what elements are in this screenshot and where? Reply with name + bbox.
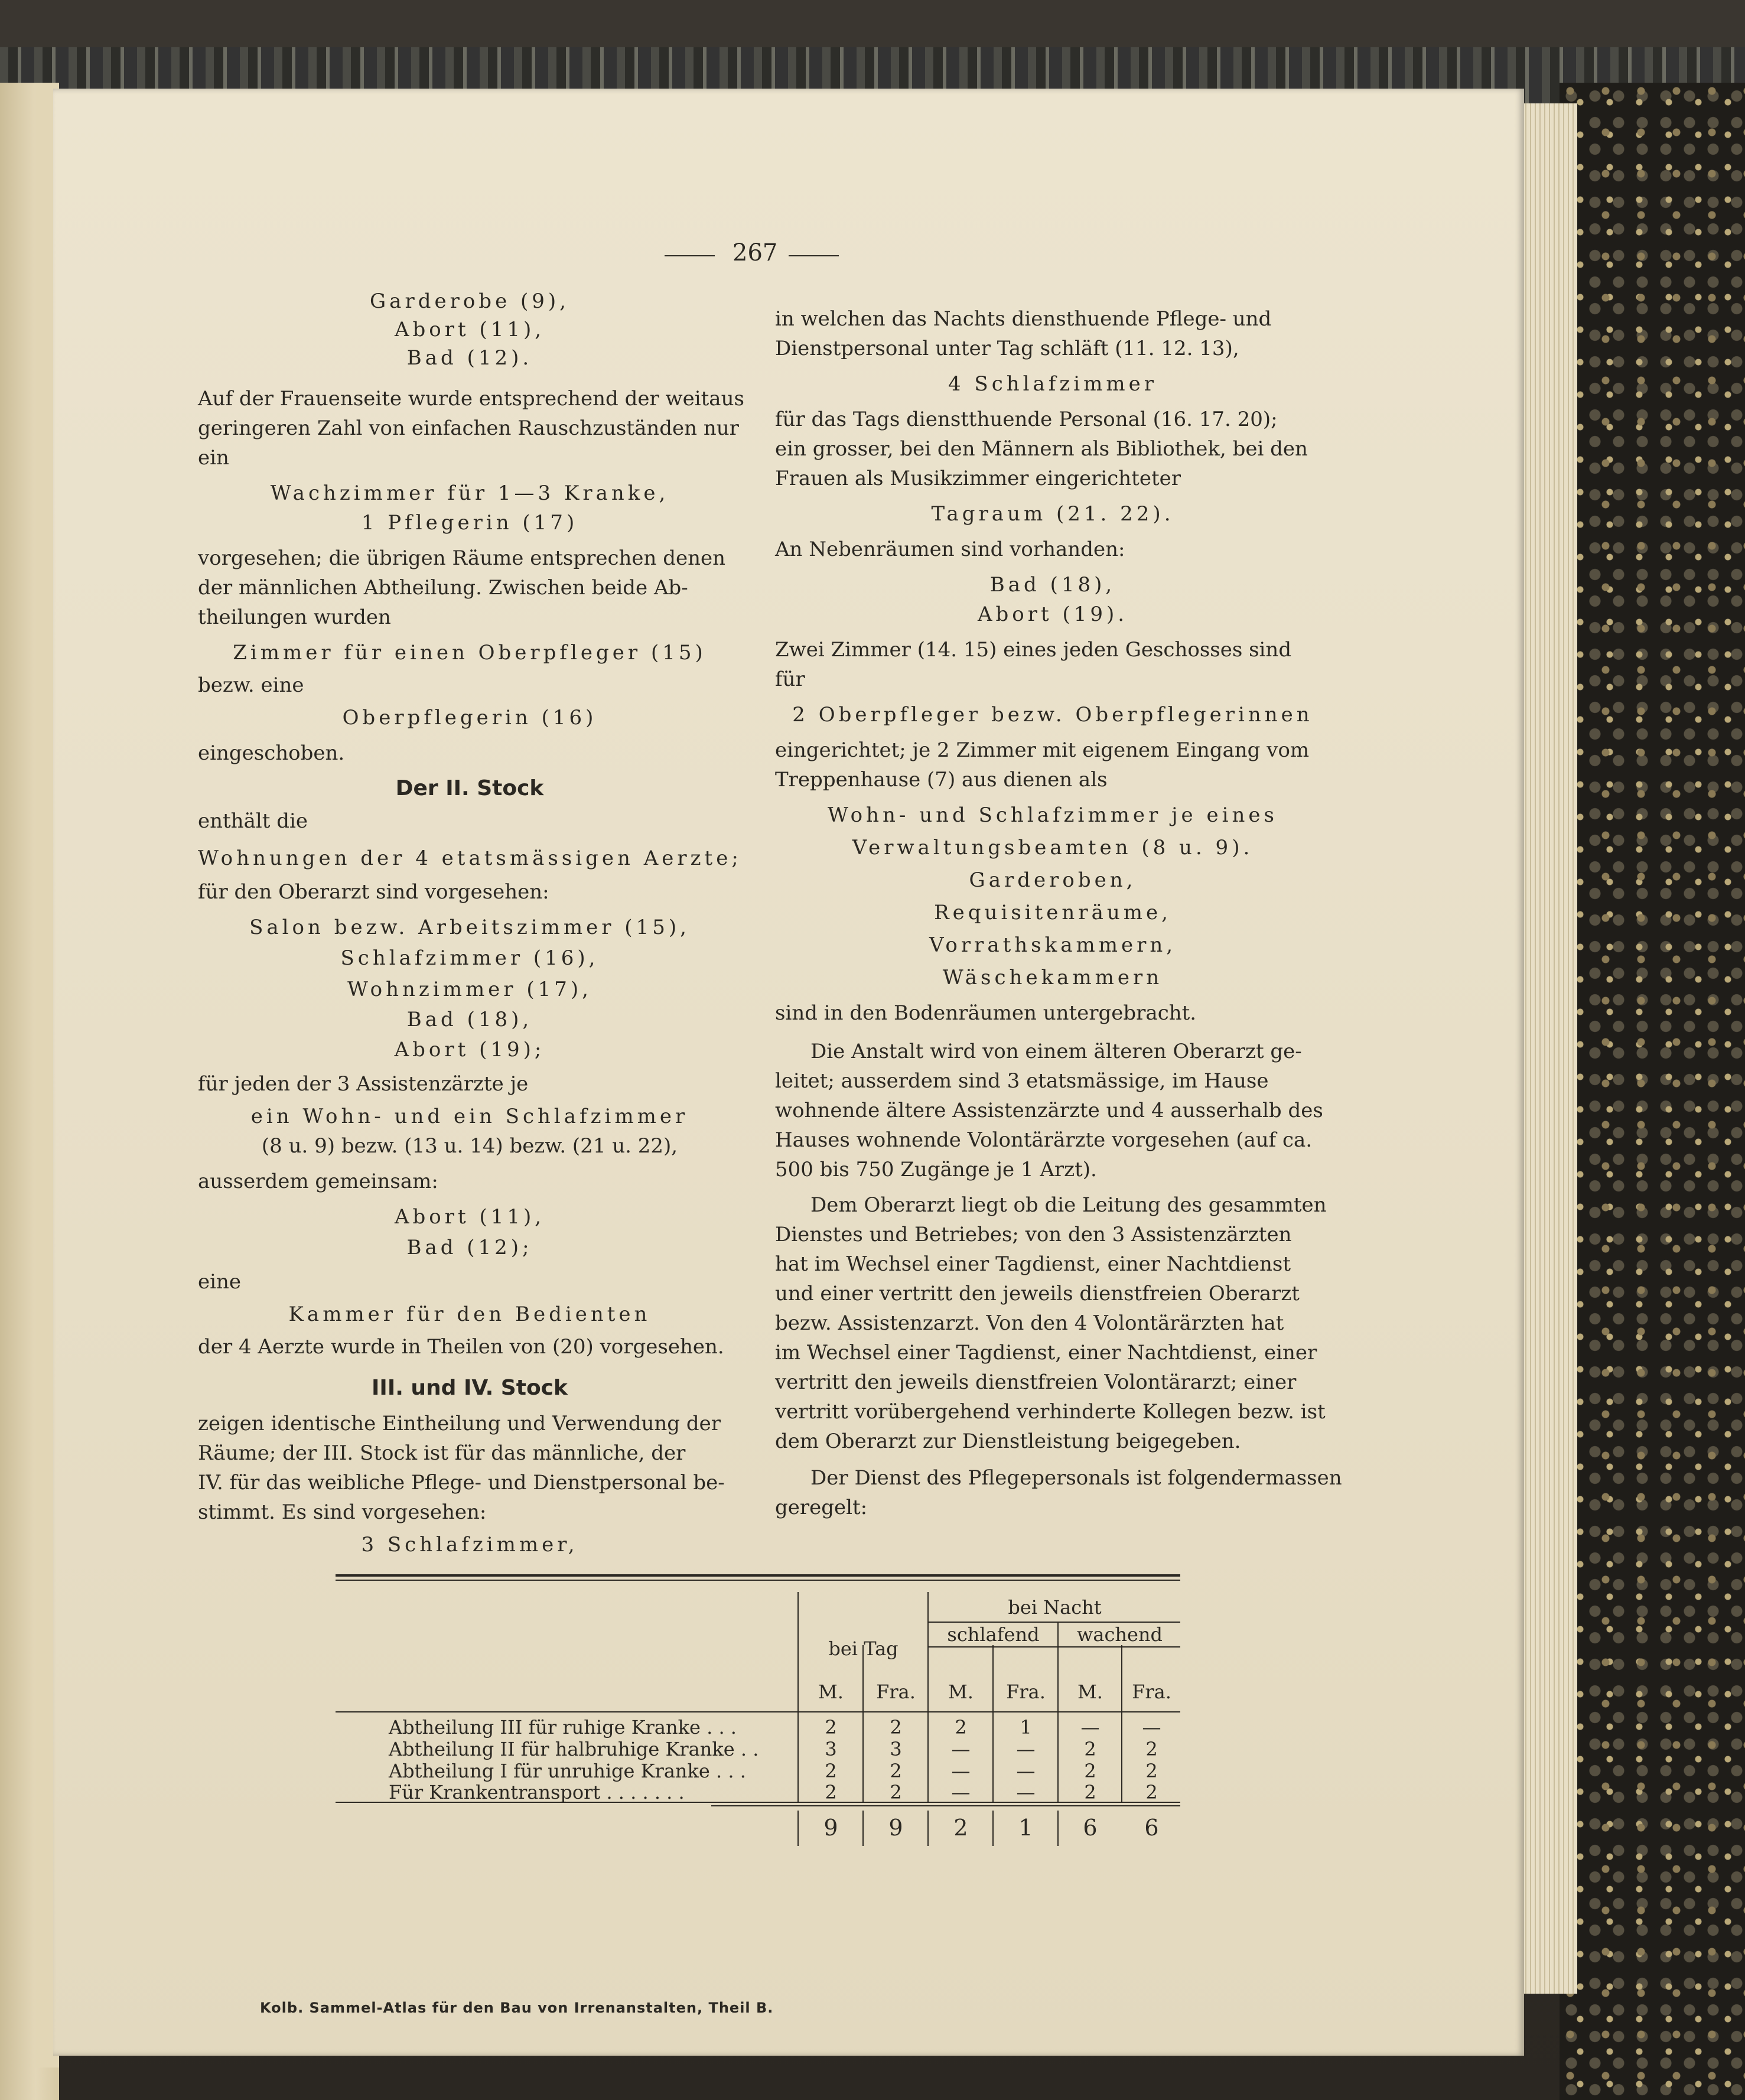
right-column-line: 500 bis 750 Zugänge je 1 Arzt).: [775, 1158, 1097, 1181]
right-column-line: Vorrathskammern,: [929, 933, 1177, 957]
right-column-line: vertritt vorübergehend verhinderte Kollegen bezw. ist: [775, 1400, 1326, 1424]
left-column-line: für den Oberarzt sind vorgesehen:: [198, 880, 549, 904]
table-total: 2: [953, 1815, 968, 1841]
marbled-cover: [1560, 83, 1745, 2100]
right-column-line: Dem Oberarzt liegt ob die Leitung des gesammten: [810, 1193, 1327, 1217]
v-div-6: [1121, 1645, 1122, 1802]
footer-citation: Kolb. Sammel-Atlas für den Bau von Irrenanstalten, Theil B.: [260, 2000, 774, 2016]
right-column-line: Der Dienst des Pflegepersonals ist folgendermassen: [810, 1466, 1342, 1490]
right-column-line: Requisitenräume,: [934, 901, 1171, 924]
right-column-line: Die Anstalt wird von einem älteren Oberarzt ge-: [810, 1040, 1302, 1063]
left-column-line: Salon bezw. Arbeitszimmer (15),: [249, 916, 690, 939]
v-tot-4: [992, 1811, 994, 1846]
left-column-line: für jeden der 3 Assistenzärzte je: [198, 1072, 529, 1096]
table-cell: 2: [825, 1716, 837, 1738]
right-column-line: Bad (18),: [989, 573, 1116, 597]
h-div-total: [711, 1805, 1180, 1806]
right-column-line: sind in den Bodenräumen untergebracht.: [775, 1001, 1197, 1025]
left-column-line: der 4 Aerzte wurde in Theilen von (20) vorgesehen.: [198, 1335, 724, 1359]
page-number: 267: [732, 239, 778, 266]
left-column-line: Kammer für den Bedienten: [288, 1303, 651, 1326]
table-total: 9: [888, 1815, 903, 1841]
right-column-line: bezw. Assistenzarzt. Von den 4 Volontärärzten hat: [775, 1311, 1284, 1335]
h-div-schlaf: [927, 1646, 1180, 1648]
staffing-table: [336, 1574, 1490, 1982]
h-div-nacht: [927, 1622, 1180, 1623]
right-column-line: hat im Wechsel einer Tagdienst, einer Nachtdienst: [775, 1252, 1291, 1276]
right-column-line: für: [775, 668, 805, 691]
left-column-line: Bad (12).: [406, 346, 533, 370]
right-column-line: Hauses wohnende Volontärärzte vorgesehen (auf ca.: [775, 1128, 1313, 1152]
v-tot-3: [927, 1811, 929, 1846]
v-div-4: [992, 1645, 994, 1802]
right-column-line: Dienstpersonal unter Tag schläft (11. 12. 13),: [775, 337, 1239, 360]
left-column-line: Abort (11),: [394, 1205, 545, 1229]
left-column-line: geringeren Zahl von einfachen Rauschzuständen nur: [198, 416, 739, 440]
table-cell: 2: [1084, 1781, 1096, 1803]
right-column-line: eingerichtet; je 2 Zimmer mit eigenem Eingang vom: [775, 738, 1310, 762]
left-column-line: Räume; der III. Stock ist für das männliche, der: [198, 1441, 686, 1465]
right-column-line: Dienstes und Betriebes; von den 3 Assistenzärzten: [775, 1223, 1292, 1246]
header-schlafend: schlafend: [947, 1623, 1040, 1646]
table-cell: —: [951, 1738, 971, 1760]
table-cell: 1: [1020, 1716, 1032, 1738]
table-cell: —: [1016, 1738, 1036, 1760]
v-tot-2: [862, 1811, 864, 1846]
table-total: 1: [1018, 1815, 1033, 1841]
right-column-line: Verwaltungsbeamten (8 u. 9).: [852, 836, 1254, 859]
right-column-line: wohnende ältere Assistenzärzte und 4 ausserhalb des: [775, 1099, 1323, 1122]
table-cell: 2: [890, 1716, 902, 1738]
header-bei-nacht: bei Nacht: [1008, 1596, 1102, 1619]
right-column-line: im Wechsel einer Tagdienst, einer Nachtdienst, einer: [775, 1341, 1317, 1365]
sub-header: Fra.: [876, 1681, 916, 1703]
right-column-line: Wohn- und Schlafzimmer je eines: [828, 803, 1278, 827]
left-column-line: ein Wohn- und ein Schlafzimmer: [250, 1105, 689, 1128]
left-column-line: vorgesehen; die übrigen Räume entsprechen denen: [198, 546, 726, 570]
v-div-3: [927, 1592, 929, 1802]
right-column-line: Treppenhause (7) aus dienen als: [775, 768, 1108, 792]
table-cell: 2: [825, 1781, 837, 1803]
table-cell: 2: [1145, 1760, 1158, 1782]
right-column-line: vertritt den jeweils dienstfreien Volontärarzt; einer: [775, 1370, 1297, 1394]
left-column-line: Wohnungen der 4 etatsmässigen Aerzte;: [198, 846, 742, 870]
table-cell: 2: [1145, 1781, 1158, 1803]
right-column-line: Abort (19).: [977, 603, 1128, 626]
right-column-line: An Nebenräumen sind vorhanden:: [775, 538, 1125, 561]
left-column-line: (8 u. 9) bezw. (13 u. 14) bezw. (21 u. 22),: [261, 1134, 678, 1158]
left-column-line: der männlichen Abtheilung. Zwischen beide Ab-: [198, 576, 688, 600]
header-wachend: wachend: [1076, 1623, 1163, 1646]
table-cell: —: [1016, 1760, 1036, 1782]
sub-header: M.: [948, 1681, 974, 1703]
table-row-label: Abtheilung I für unruhige Kranke . . .: [389, 1760, 746, 1782]
left-column-line: IV. für das weibliche Pflege- und Dienstpersonal be-: [198, 1471, 725, 1495]
left-column-line: III. und IV. Stock: [372, 1376, 568, 1400]
v-tot-1: [797, 1811, 799, 1846]
right-column-line: ein grosser, bei den Männern als Bibliothek, bei den: [775, 437, 1308, 461]
table-cell: 2: [1084, 1738, 1096, 1760]
table-cell: 2: [890, 1781, 902, 1803]
table-cell: 2: [825, 1760, 837, 1782]
right-column-line: 2 Oberpfleger bezw. Oberpflegerinnen: [792, 703, 1313, 727]
right-column-line: in welchen das Nachts diensthuende Pflege- und: [775, 307, 1272, 331]
left-column-line: Zimmer für einen Oberpfleger (15): [233, 641, 707, 665]
left-column-line: theilungen wurden: [198, 605, 391, 629]
left-column-line: Garderobe (9),: [370, 289, 569, 313]
table-cell: —: [1080, 1716, 1100, 1738]
sub-header: M.: [818, 1681, 844, 1703]
left-column-line: Bad (12);: [406, 1236, 533, 1259]
table-cell: —: [951, 1760, 971, 1782]
v-div-2: [862, 1645, 864, 1802]
table-top-rule-2: [336, 1580, 1180, 1581]
left-column-line: 1 Pflegerin (17): [361, 511, 578, 535]
table-cell: 3: [825, 1738, 837, 1760]
left-column-line: Oberpflegerin (16): [342, 706, 597, 730]
table-cell: —: [1016, 1781, 1036, 1803]
table-row-label: Abtheilung II für halbruhige Kranke . .: [389, 1738, 759, 1760]
right-column-line: Garderoben,: [969, 868, 1137, 892]
table-cell: 2: [1084, 1760, 1096, 1782]
table-total: 9: [823, 1815, 838, 1841]
right-column-line: Tagraum (21. 22).: [931, 502, 1174, 526]
right-column-line: Zwei Zimmer (14. 15) eines jeden Geschosses sind: [775, 638, 1292, 662]
left-column-line: Wohnzimmer (17),: [347, 978, 592, 1001]
left-column-line: Auf der Frauenseite wurde entsprechend der weitaus: [198, 387, 744, 411]
table-cell: 3: [890, 1738, 902, 1760]
left-column-line: Abort (11),: [394, 318, 545, 341]
left-column-line: Bad (18),: [406, 1008, 533, 1031]
v-div-1: [797, 1592, 799, 1802]
right-column-line: leitet; ausserdem sind 3 etatsmässige, im Hause: [775, 1069, 1269, 1093]
left-column-line: enthält die: [198, 809, 308, 833]
right-column-line: Frauen als Musikzimmer eingerichteter: [775, 467, 1181, 490]
left-column-line: eingeschoben.: [198, 741, 345, 765]
right-column-line: 4 Schlafzimmer: [948, 372, 1158, 396]
book-page: [53, 89, 1524, 2056]
header-bei-tag: bei Tag: [828, 1637, 898, 1660]
table-row-label: Für Krankentransport . . . . . . .: [389, 1781, 685, 1803]
table-top-rule: [336, 1574, 1180, 1577]
left-column-line: Schlafzimmer (16),: [340, 946, 599, 970]
table-cell: —: [951, 1781, 971, 1803]
table-total: 6: [1144, 1815, 1159, 1841]
table-cell: 2: [890, 1760, 902, 1782]
left-column-line: Der II. Stock: [395, 776, 544, 800]
right-column-line: dem Oberarzt zur Dienstleistung beigegeben.: [775, 1430, 1241, 1453]
v-tot-5: [1057, 1811, 1059, 1846]
left-column-line: stimmt. Es sind vorgesehen:: [198, 1500, 487, 1524]
right-column-line: für das Tags dienstthuende Personal (16. 17. 20);: [775, 408, 1278, 431]
right-column-line: geregelt:: [775, 1496, 868, 1519]
left-column-line: ein: [198, 446, 229, 470]
right-column-line: Wäschekammern: [942, 966, 1163, 989]
left-column-line: bezw. eine: [198, 673, 304, 697]
sub-header: Fra.: [1006, 1681, 1046, 1703]
left-column-line: Abort (19);: [394, 1038, 545, 1062]
h-div-header: [336, 1711, 1180, 1712]
table-cell: 2: [955, 1716, 967, 1738]
table-row-label: Abtheilung III für ruhige Kranke . . .: [389, 1716, 737, 1738]
table-total: 6: [1083, 1815, 1098, 1841]
table-cell: —: [1142, 1716, 1161, 1738]
table-cell: 2: [1145, 1738, 1158, 1760]
right-column-line: und einer vertritt den jeweils dienstfreien Oberarzt: [775, 1282, 1300, 1305]
left-column-line: zeigen identische Eintheilung und Verwendung der: [198, 1412, 721, 1435]
left-column-line: Wachzimmer für 1—3 Kranke,: [270, 481, 669, 505]
sub-header: M.: [1077, 1681, 1103, 1703]
left-column-line: ausserdem gemeinsam:: [198, 1170, 438, 1193]
left-column-line: 3 Schlafzimmer,: [361, 1533, 578, 1557]
sub-header: Fra.: [1132, 1681, 1171, 1703]
left-column-line: eine: [198, 1270, 242, 1294]
